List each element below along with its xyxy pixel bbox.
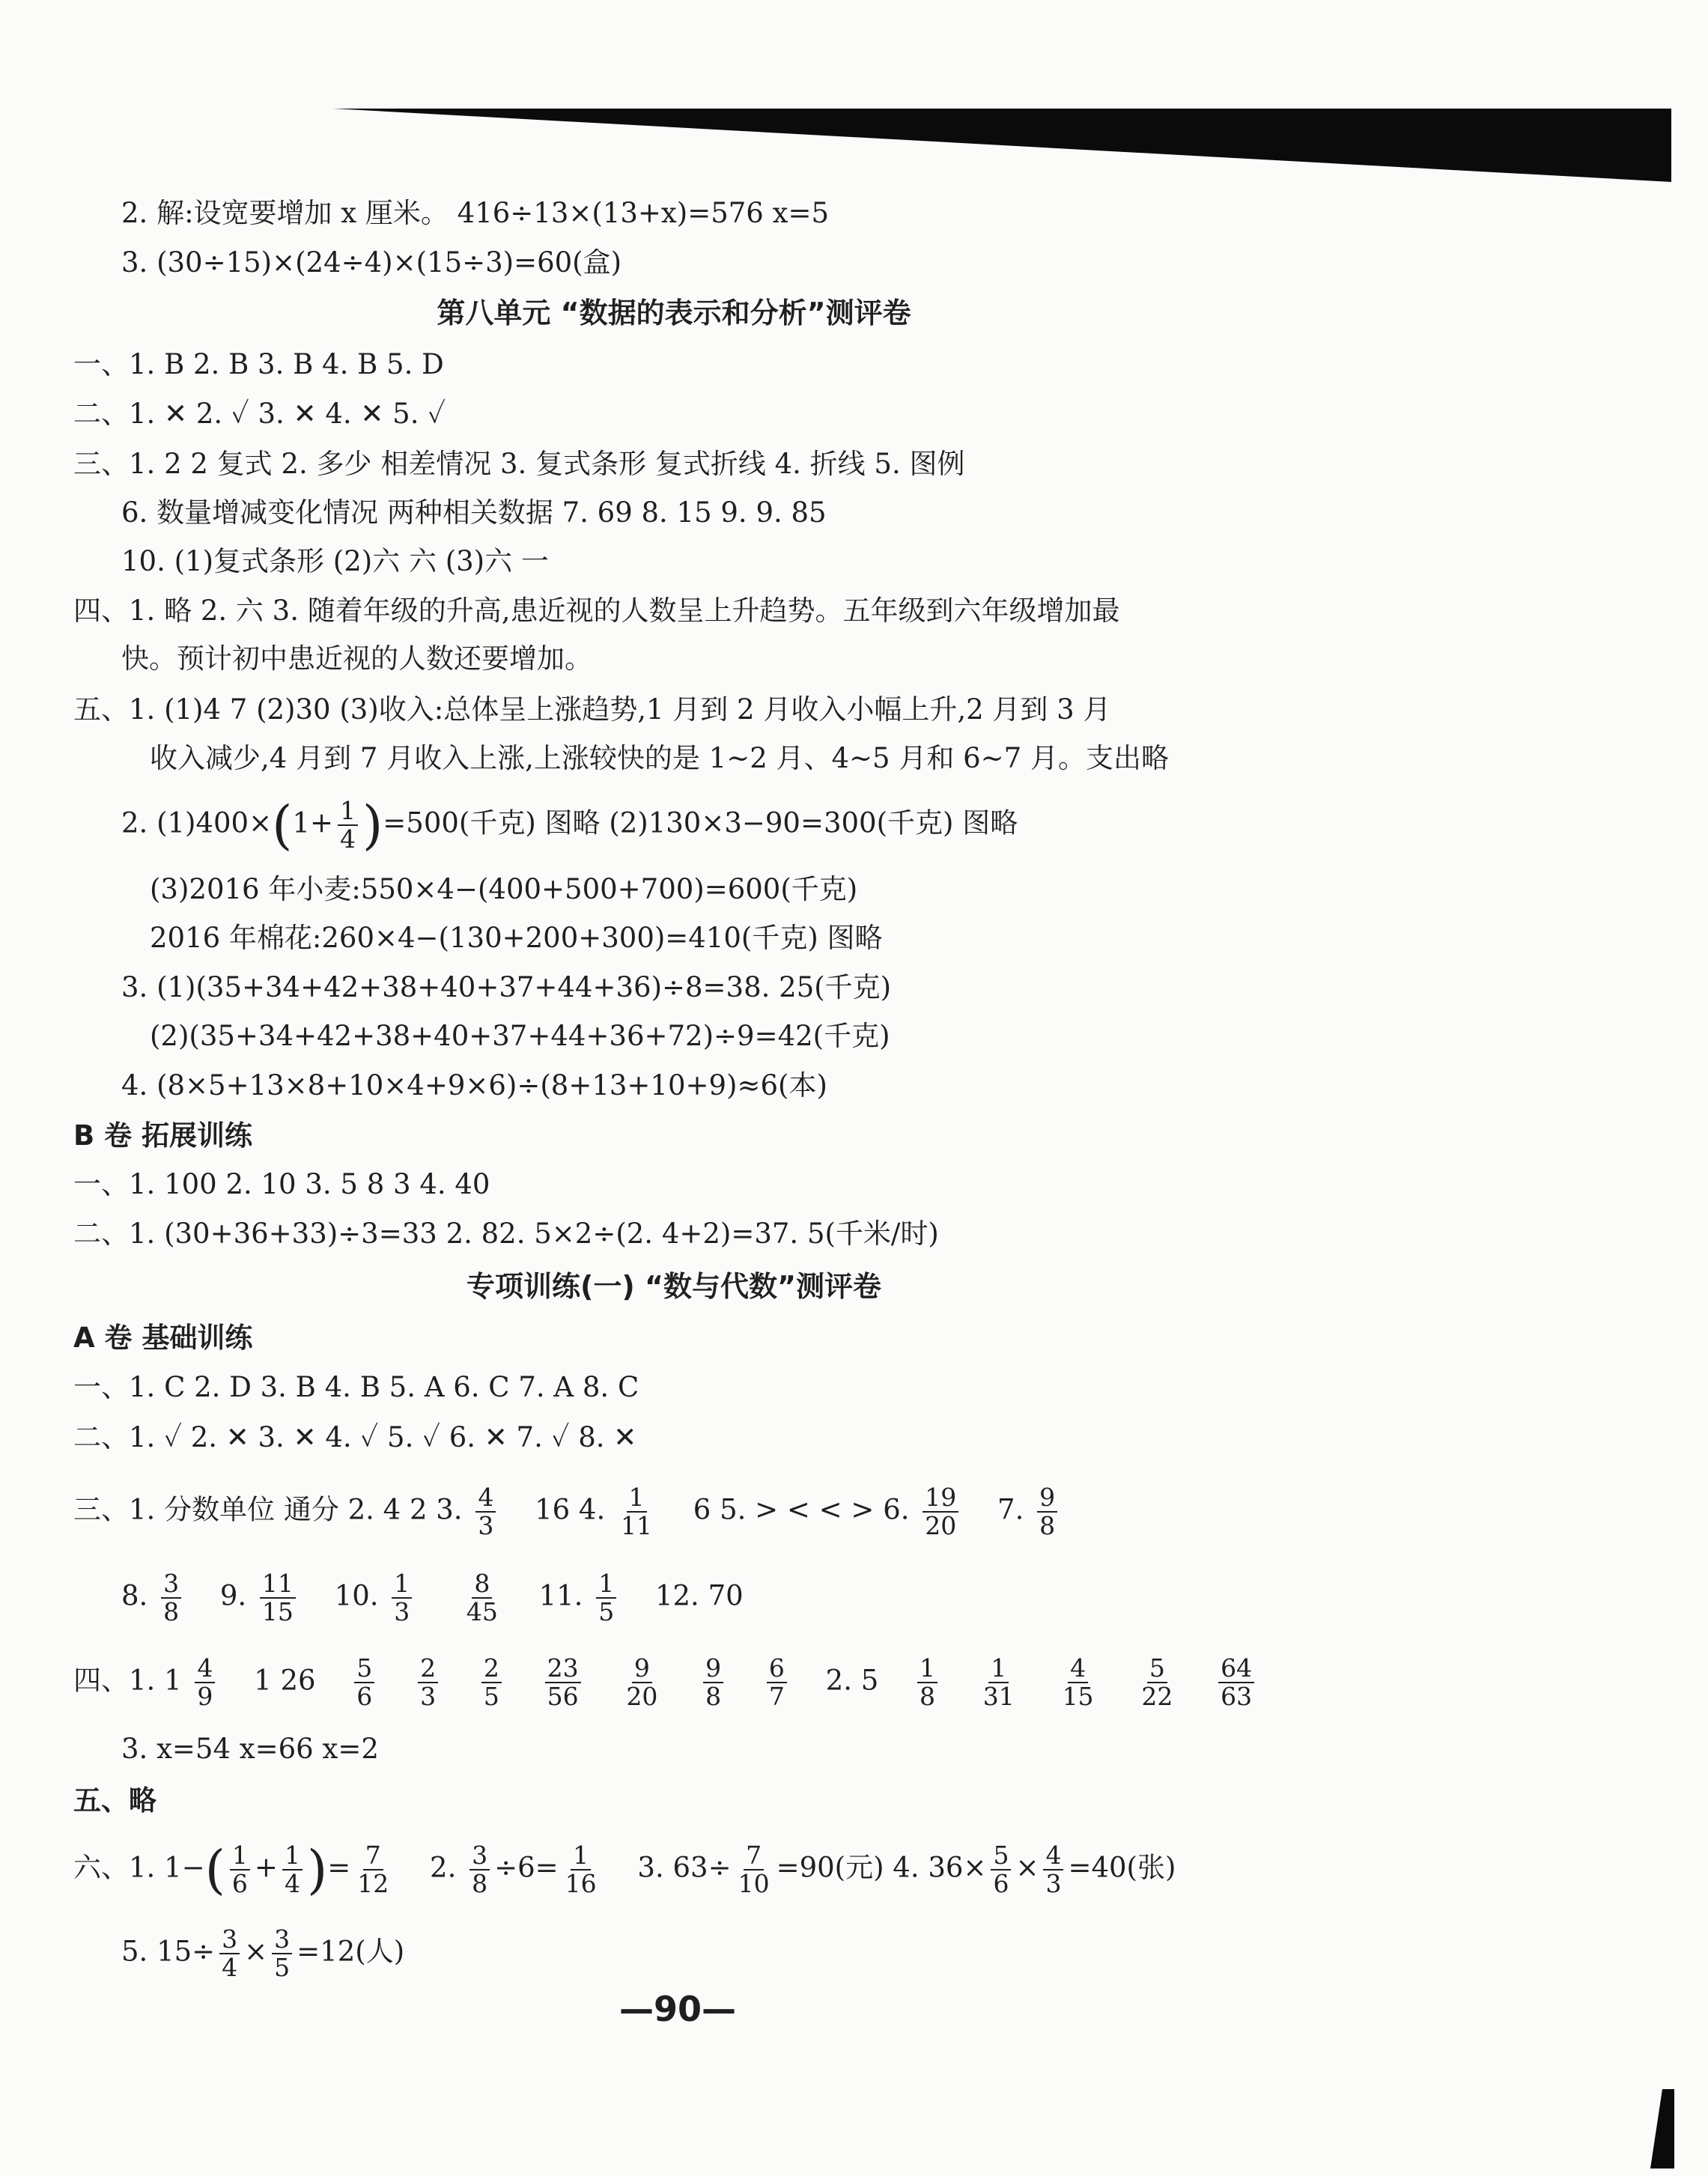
- denominator: 11: [621, 1511, 653, 1540]
- text-segment: 8.: [121, 1579, 148, 1612]
- text-segment: 7.: [997, 1493, 1024, 1526]
- section-title: 专项训练(一) “数与代数”测评卷: [466, 1270, 881, 1303]
- denominator: 63: [1221, 1682, 1253, 1711]
- denominator: 31: [982, 1682, 1015, 1711]
- denominator: 5: [274, 1953, 291, 1982]
- fraction: [563, 1842, 599, 1897]
- answer-line: 二、1. ✓ 2. ✕ 3. ✕ 4. ✓ 5. ✓ 6. ✕ 7. ✓ 8. ✕: [73, 1421, 637, 1453]
- fraction: [354, 1655, 374, 1710]
- answer-line: [0, 1484, 1708, 1540]
- answer-line: (3)2016 年小麦:550×4−(400+500+700)=600(千克): [150, 873, 858, 905]
- numerator: 1: [392, 1570, 412, 1599]
- denominator: 12: [357, 1869, 389, 1898]
- answer-line: 一、1. C 2. D 3. B 4. B 5. A 6. C 7. A 8. C: [73, 1371, 639, 1403]
- fraction: [1037, 1484, 1057, 1540]
- numerator: 7: [363, 1842, 383, 1870]
- numerator: 9: [632, 1655, 652, 1683]
- fraction: [596, 1570, 616, 1626]
- fraction: [1060, 1655, 1096, 1710]
- denominator: 9: [197, 1682, 213, 1711]
- fraction: [260, 1570, 296, 1626]
- denominator: 20: [626, 1682, 658, 1711]
- answer-line: 一、1. 100 2. 10 3. 5 8 3 4. 40: [73, 1168, 490, 1200]
- denominator: 4: [284, 1869, 300, 1898]
- fraction: [624, 1655, 660, 1710]
- numerator: 2: [481, 1655, 502, 1683]
- fraction: [418, 1655, 438, 1710]
- fraction: [464, 1570, 500, 1626]
- text-segment: 12. 70: [654, 1579, 744, 1612]
- numerator: 8: [472, 1570, 492, 1599]
- denominator: 6: [356, 1682, 373, 1711]
- numerator: 1: [230, 1842, 250, 1870]
- denominator: 15: [1062, 1682, 1094, 1711]
- text-segment: 1+: [292, 806, 333, 839]
- fraction: [195, 1655, 215, 1710]
- answer-line: 二、1. ✕ 2. ✓ 3. ✕ 4. ✕ 5. ✓: [73, 398, 446, 430]
- paren-right: ): [306, 1839, 328, 1900]
- numerator: 23: [545, 1655, 581, 1683]
- text-segment: =90(元) 4. 36×: [776, 1851, 987, 1884]
- fraction: [230, 1842, 250, 1897]
- numerator: 2: [418, 1655, 438, 1683]
- paren-left: (: [272, 794, 293, 856]
- answer-line: (2)(35+34+42+38+40+37+44+36+72)÷9=42(千克): [150, 1020, 890, 1052]
- denominator: 8: [705, 1682, 722, 1711]
- denominator: 4: [222, 1953, 238, 1982]
- fraction: [1043, 1842, 1063, 1897]
- text-segment: 三、1. 分数单位 通分 2. 4 2 3.: [73, 1493, 463, 1526]
- text-segment: 11.: [538, 1579, 583, 1612]
- numerator: 1: [571, 1842, 591, 1870]
- answer-line: 2. 解:设宽要增加 x 厘米。 416÷13×(13+x)=576 x=5: [121, 197, 829, 229]
- denominator: 20: [925, 1511, 957, 1540]
- answer-line: 2016 年棉花:260×4−(130+200+300)=410(千克) 图略: [150, 922, 883, 954]
- fraction: [767, 1655, 787, 1710]
- numerator: 4: [195, 1655, 215, 1683]
- answer-line: [0, 1570, 1708, 1626]
- denominator: 10: [738, 1869, 770, 1898]
- fraction: [355, 1842, 391, 1897]
- corner-mark: [1647, 2089, 1677, 2172]
- text-segment: 16 4.: [535, 1493, 606, 1526]
- numerator: 4: [475, 1484, 496, 1513]
- times-sign: ×: [244, 1935, 268, 1968]
- numerator: 3: [469, 1842, 490, 1870]
- paren-right: ): [362, 794, 383, 856]
- fraction: [991, 1842, 1011, 1897]
- denominator: 5: [598, 1597, 615, 1626]
- denominator: 5: [483, 1682, 499, 1711]
- answer-line: 三、1. 2 2 复式 2. 多少 相差情况 3. 复式条形 复式折线 4. 折线 5. 图例: [73, 448, 965, 480]
- numerator: 1: [596, 1570, 616, 1599]
- denominator: 3: [420, 1682, 437, 1711]
- fraction: [545, 1655, 581, 1710]
- fraction: [917, 1655, 937, 1710]
- numerator: 1: [338, 797, 358, 826]
- fraction: [1139, 1655, 1175, 1710]
- text-segment: 6 5. > < < > 6.: [693, 1493, 910, 1526]
- denominator: 8: [163, 1597, 180, 1626]
- denominator: 56: [547, 1682, 579, 1711]
- text-segment: 四、1. 1: [73, 1664, 182, 1697]
- answer-line: 一、1. B 2. B 3. B 4. B 5. D: [73, 348, 444, 380]
- denominator: 7: [768, 1682, 785, 1711]
- sub-heading: 五、略: [73, 1784, 156, 1817]
- times-sign: ×: [1015, 1851, 1039, 1884]
- denominator: 6: [231, 1869, 248, 1898]
- denominator: 4: [339, 824, 356, 854]
- answer-line: 3. x=54 x=66 x=2: [121, 1733, 379, 1765]
- section-title: 第八单元 “数据的表示和分析”测评卷: [437, 297, 911, 329]
- text-segment: 2.: [430, 1851, 457, 1884]
- text-segment: 1 26: [254, 1664, 316, 1697]
- numerator: 9: [1037, 1484, 1057, 1513]
- text-segment: =: [327, 1851, 351, 1884]
- text-segment: =40(张): [1068, 1851, 1176, 1884]
- fraction: [469, 1842, 490, 1897]
- sub-heading: B 卷 拓展训练: [73, 1119, 252, 1152]
- fraction: [703, 1655, 723, 1710]
- fraction: [481, 1655, 502, 1710]
- numerator: 7: [744, 1842, 764, 1870]
- numerator: 3: [272, 1926, 292, 1954]
- denominator: 16: [565, 1869, 597, 1898]
- text-segment: ÷6=: [494, 1851, 559, 1884]
- fraction: [392, 1570, 412, 1626]
- fraction: [282, 1842, 303, 1897]
- numerator: 1: [282, 1842, 303, 1870]
- text-segment: =12(人): [297, 1935, 405, 1968]
- page-number: —90—: [619, 1989, 736, 2029]
- fraction: [619, 1484, 654, 1540]
- denominator: 3: [1045, 1869, 1062, 1898]
- fraction: [981, 1655, 1017, 1710]
- denominator: 3: [394, 1597, 410, 1626]
- fraction: [219, 1926, 240, 1981]
- numerator: 3: [161, 1570, 181, 1599]
- denominator: 8: [920, 1682, 936, 1711]
- denominator: 15: [261, 1597, 294, 1626]
- numerator: 1: [917, 1655, 937, 1683]
- numerator: 9: [703, 1655, 723, 1683]
- numerator: 3: [219, 1926, 240, 1954]
- text-segment: 六、1. 1−: [73, 1851, 205, 1884]
- numerator: 1: [988, 1655, 1009, 1683]
- numerator: 6: [767, 1655, 787, 1683]
- denominator: 3: [478, 1511, 494, 1540]
- text-segment: 2. (1)400×: [121, 806, 273, 839]
- fraction: [338, 797, 358, 853]
- fraction: [736, 1842, 772, 1897]
- denominator: 8: [1039, 1511, 1056, 1540]
- numerator: 1: [627, 1484, 647, 1513]
- answer-line: 6. 数量增减变化情况 两种相关数据 7. 69 8. 15 9. 9. 85: [121, 496, 827, 529]
- fraction: [475, 1484, 496, 1540]
- sub-heading: A 卷 基础训练: [73, 1322, 253, 1354]
- fraction: [161, 1570, 181, 1626]
- answer-line: [0, 1926, 1708, 1981]
- plus-sign: +: [254, 1851, 278, 1884]
- numerator: 4: [1068, 1655, 1088, 1683]
- answer-line: 10. (1)复式条形 (2)六 六 (3)六 一: [121, 545, 549, 577]
- answer-line: 4. (8×5+13×8+10×4+9×6)÷(8+13+10+9)≈6(本): [121, 1069, 827, 1101]
- denominator: 6: [993, 1869, 1009, 1898]
- fraction: [272, 1926, 292, 1981]
- answer-line: [0, 1655, 1708, 1710]
- denominator: 8: [472, 1869, 488, 1898]
- denominator: 22: [1141, 1682, 1173, 1711]
- answer-line: 快。预计初中患近视的人数还要增加。: [121, 642, 592, 675]
- answer-line: 3. (1)(35+34+42+38+40+37+44+36)÷8=38. 25(千克): [121, 971, 892, 1003]
- fraction: [1218, 1655, 1254, 1710]
- top-black-wedge: [0, 0, 1708, 195]
- numerator: 11: [260, 1570, 296, 1599]
- answer-line: [0, 1839, 1708, 1900]
- answer-line: [0, 794, 1708, 856]
- text-segment: 3. 63÷: [637, 1851, 732, 1884]
- text-segment: 2. 5: [825, 1664, 879, 1697]
- denominator: 45: [466, 1597, 498, 1626]
- numerator: 64: [1218, 1655, 1254, 1683]
- text-segment: 10.: [334, 1579, 379, 1612]
- text-segment: 5. 15÷: [121, 1935, 216, 1968]
- answer-line: 3. (30÷15)×(24÷4)×(15÷3)=60(盒): [121, 246, 622, 279]
- text-segment: =500(千克) 图略 (2)130×3−90=300(千克) 图略: [383, 806, 1018, 839]
- answer-line: 收入减少,4 月到 7 月收入上涨,上涨较快的是 1~2 月、4~5 月和 6~7 月。支出略: [150, 742, 1169, 774]
- paren-left: (: [204, 1839, 225, 1900]
- answer-line: 四、1. 略 2. 六 3. 随着年级的升高,患近视的人数呈上升趋势。五年级到六年级增加最: [73, 595, 1120, 627]
- numerator: 5: [991, 1842, 1011, 1870]
- answer-line: 二、1. (30+36+33)÷3=33 2. 82. 5×2÷(2. 4+2)=37. 5(千米/时): [73, 1218, 939, 1250]
- answer-line: 五、1. (1)4 7 (2)30 (3)收入:总体呈上涨趋势,1 月到 2 月收入小幅上升,2 月到 3 月: [73, 693, 1111, 726]
- numerator: 19: [923, 1484, 958, 1513]
- text-segment: 9.: [219, 1579, 247, 1612]
- fraction: [923, 1484, 958, 1540]
- numerator: 4: [1043, 1842, 1063, 1870]
- numerator: 5: [1147, 1655, 1167, 1683]
- numerator: 5: [354, 1655, 374, 1683]
